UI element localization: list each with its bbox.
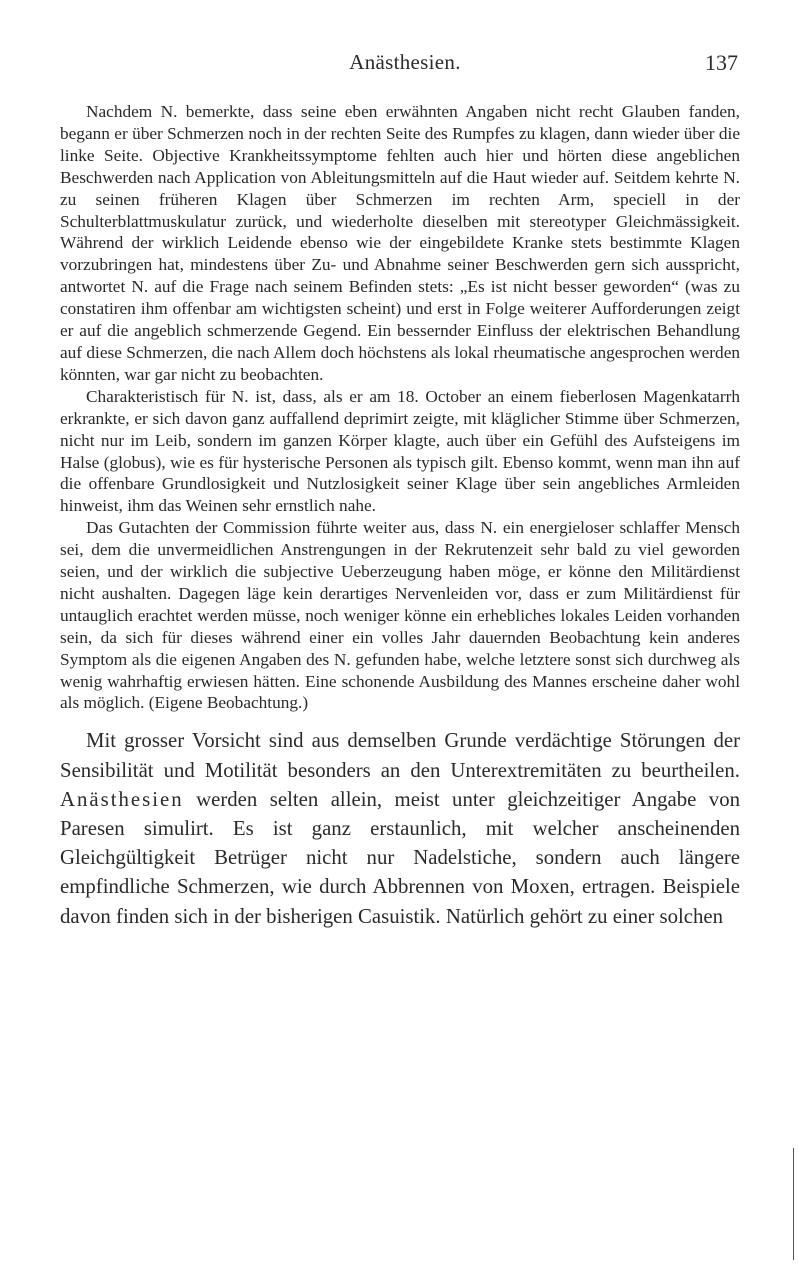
page-edge-line [793, 1148, 794, 1260]
paragraph-anaesthesia-part2: werden selten allein, meist unter gleichzeitiger Angabe von Paresen simulirt. Es ist ganz erstaunlich, mit welcher anscheinenden Gleichgültigkeit Betrüger nicht nur Nadelstiche, sondern auch längere empfindliche Schmerzen, wie durch Abbrennen von Moxen, ertragen. Beispiele davon finden sich in der bisherigen Casuistik. Natürlich gehört zu einer solchen [60, 787, 740, 928]
paragraph-anaesthesia-part1: Mit grosser Vorsicht sind aus demselben Grunde verdächtige Störungen der Sensibilität und Motilität besonders an den Unterextremitäten zu beurtheilen. [60, 729, 740, 782]
page-number: 137 [705, 50, 738, 75]
body-text [60, 101, 740, 931]
running-header [72, 50, 738, 80]
running-title: Anästhesien. [349, 50, 461, 74]
paragraph-complaints: Nachdem N. bemerkte, dass seine eben erwähnten Angaben nicht recht Glauben fanden, begann er über Schmerzen noch in der rechten Seite des Rumpfes zu klagen, dann wieder über die linke Seite. Objective Krankheitssymptome fehlten auch hier und hörten diese angeblichen Beschwerden nach Application von Ableitungsmitteln auf die Haut wieder auf. Seitdem kehrte N. zu seinen früheren Klagen über Schmerzen im rechten Arm, speciell in der Schulterblattmuskulatur zurück, und wiederholte dieselben mit stereotyper Gleichmässigkeit. Während der wirklich Leidende ebenso wie der eingebildete Kranke stets bestimmte Klagen vorzubringen hat, mindestens über Zu- und Abnahme seiner Beschwerden gern sich ausspricht, antwortet N. auf die Frage nach seinem Befinden stets: „Es ist nicht besser geworden“ (was zu constatiren ihm offenbar am wichtigsten scheint) und erst in Folge weiterer Aufforderungen zeigt er auf die angeblich schmerzende Gegend. Ein bessernder Einfluss der elektrischen Behandlung auf diese Schmerzen, die nach Allem doch höchstens als lokal rheumatische angesprochen werden könnten, war gar nicht zu beobachten. [60, 102, 740, 384]
paragraph-characteristic: Charakteristisch für N. ist, dass, als er am 18. October an einem fieberlosen Magenkatarrh erkrankte, er sich davon ganz auffallend deprimirt zeigte, mit kläglicher Stimme über Schmerzen, nicht nur im Leib, sondern im ganzen Körper klagte, auch über ein Gefühl des Aufsteigens im Halse (globus), wie es für hysterische Personen als typisch gilt. Ebenso kommt, wenn man ihn auf die offenbare Grundlosigkeit und Nutzlosigkeit seiner Klage über sein angebliches Armleiden hinweist, ihm das Weinen sehr ernstlich nahe. [60, 386, 740, 516]
paragraph-commission-report: Das Gutachten der Commission führte weiter aus, dass N. ein energieloser schlaffer Mensch sei, dem die unvermeidlichen Anstrengungen in der Rekrutenzeit sehr bald zu viel geworden seien, und der wirklich die subjective Ueberzeugung haben möge, er könne den Militärdienst nicht aushalten. Dagegen läge kein derartiges Nervenleiden vor, dass er zum Militärdienst für untauglich erachtet werden müsse, noch weniger könne ein erhebliches lokales Leiden vorhanden sein, da sich für dieses während einer ein volles Jahr dauernden Beobachtung kein anderes Symptom als die eigenen Angaben des N. gefunden habe, welche letztere sonst sich durchweg als wenig wahrhaftig erwiesen hätten. Eine schonende Ausbildung des Mannes erscheine daher wohl als möglich. (Eigene Beobachtung.) [60, 518, 740, 713]
emphasized-term: Anästhesien [60, 787, 184, 811]
paragraph-anaesthesia [60, 726, 740, 930]
